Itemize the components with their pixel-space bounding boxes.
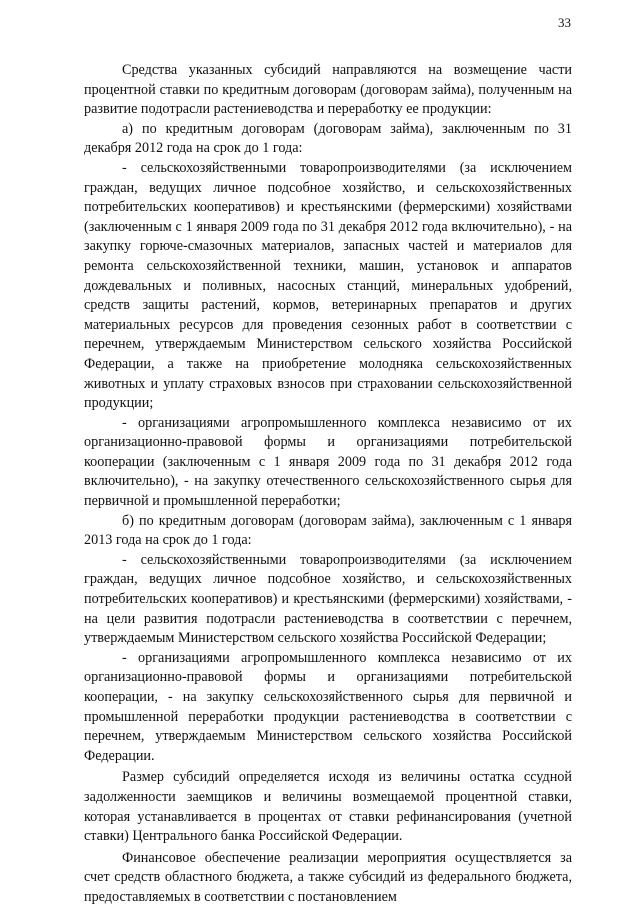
paragraph-intro: Средства указанных субсидий направляются на возмещение части процентной ставки по кредитным договорам (договорам займа), полученным на развитие подотрасли растениеводства и переработку ее продукции: [84,62,572,118]
paragraph-item-b-producers: - сельскохозяйственными товаропроизводителями (за исключением граждан, ведущих личное подсобное хозяйство, и сельскохозяйственных потребительских кооперативов) и крестьянскими (фермерскими) хозяйствами, - на цели развития подотрасли растениеводства в соответствии с перечнем, утверждаемым Министерством сельского хозяйства Российской Федерации; [84,551,572,647]
paragraph-item-b: б) по кредитным договорам (договорам займа), заключенным с 1 января 2013 года на срок до 1 года: [84,512,572,549]
document-body [84,61,572,908]
paragraph-item-a: а) по кредитным договорам (договорам займа), заключенным по 31 декабря 2012 года на срок до 1 года: [84,120,572,157]
paragraph-financing: Финансовое обеспечение реализации мероприятия осуществляется за счет средств областного бюджета, а также субсидий из федерального бюджета, предоставляемых в соответствии с постановлением [84,849,572,905]
paragraph-subsidy-size: Размер субсидий определяется исходя из величины остатка ссудной задолженности заемщиков и величины возмещаемой процентной ставки, которая устанавливается в процентах от ставки рефинансирования (учетной ставки) Центрального банка Российской Федерации. [84,769,572,845]
paragraph-item-b-organizations: - организациями агропромышленного комплекса независимо от их организационно-правовой формы и организациями потребительской кооперации, - на закупку сельскохозяйственного сырья для первичной и промышленной переработки продукции растениеводства в соответствии с перечнем, утверждаемым Министерством сельского хозяйства Российской Федерации. [84,649,572,764]
paragraph-item-a-producers: - сельскохозяйственными товаропроизводителями (за исключением граждан, ведущих личное подсобное хозяйство, и сельскохозяйственных потребительских кооперативов) и крестьянскими (фермерскими) хозяйствами (заключенным с 1 января 2009 года по 31 декабря 2012 года включительно), - на закупку горюче-смазочных материалов, запасных частей и материалов для ремонта сельскохозяйственной техники, машин, установок и аппаратов дождевальных и поливных, насосных станций, минеральных удобрений, средств защиты растений, кормов, ветеринарных препаратов и других материальных ресурсов для проведения сезонных работ в соответствии с перечнем, утверждаемым Министерством сельского хозяйства Российской Федерации, а также на приобретение молодняка сельскохозяйственных животных и уплату страховых взносов при страховании сельскохозяйственной продукции; [84,159,572,412]
paragraph-item-a-organizations: - организациями агропромышленного комплекса независимо от их организационно-правовой формы и организациями потребительской кооперации (заключенным с 1 января 2009 года по 31 декабря 2012 года включительно), - на закупку отечественного сельскохозяйственного сырья для первичной и промышленной переработки; [84,414,572,510]
page-number: 33 [558,15,571,30]
